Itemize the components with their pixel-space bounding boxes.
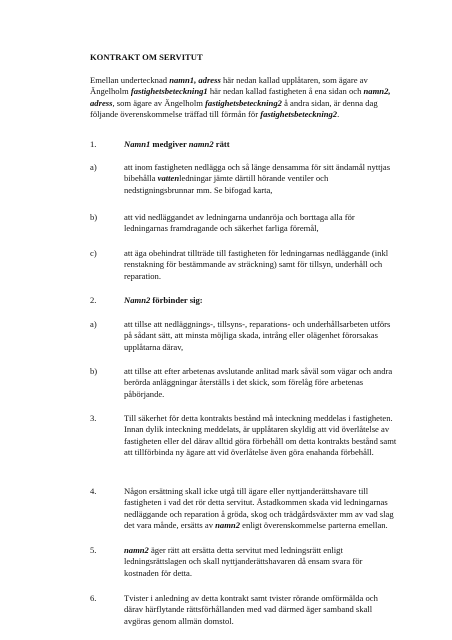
clause-label: a)	[90, 319, 97, 329]
intro-text-4: , som ägare av Ängelholm	[112, 97, 206, 108]
clause-label: a)	[90, 162, 97, 172]
intro-text-5: å andra sidan, är denna dag följande överenskommelse träffad till förmån för	[90, 97, 378, 119]
property-designation-1: fastighetsbeteckning1	[130, 86, 208, 97]
clause-1a-text-1: att inom fastigheten nedlägga och så länge densamma för sitt ändamål nyttjas bibehålla	[124, 162, 391, 184]
section-4-text-2: enligt överenskommelse parterna emellan.	[240, 519, 388, 530]
intro-text-3: här nedan kallad fastigheten å ena sidan och	[207, 86, 364, 97]
section-number: 6.	[90, 593, 97, 603]
section-2-name2: Namn2	[124, 295, 151, 305]
property-designation-2: fastighetsbeteckning2	[205, 97, 282, 108]
section-5-text: äger rätt att ersätta detta servitut med ledningsrätt enligt ledningsrättslagen och skall nyttjanderättshavaren då ensam svara för kostnaden för detta.	[124, 545, 363, 578]
section-3-text: Till säkerhet för detta kontrakts bestånd må inteckning meddelas i fastigheten. Innan dylik inteckning meddelats, är upplåtaren skyldig att vid överlåtelse av fastigheten eller del därav alltid göra förbehåll om detta kontrakts bestånd samt att tillförbinda ny ägare att vid överlåtelse även göra enahanda förbehåll.	[124, 413, 397, 457]
section-5-emphasis: namn2	[124, 545, 149, 555]
section-1-number: 1.	[90, 139, 97, 149]
section-1-heading-text: medgiver	[150, 139, 189, 149]
clause-2b-text: att tillse att efter arbetenas avslutande anlitad mark såväl som vägar och andra berörda anläggningar återställs i det skick, som förelåg före arbetenas påbörjande.	[124, 366, 393, 399]
section-2-heading-text: förbinder sig:	[150, 295, 203, 305]
clause-label: b)	[90, 366, 98, 376]
section-4-emphasis: namn2	[215, 519, 240, 530]
section-number: 3.	[90, 413, 97, 423]
intro-text-6: .	[337, 108, 340, 119]
section-number: 4.	[90, 486, 97, 496]
document-title: KONTRAKT OM SERVITUT	[90, 52, 203, 62]
clause-1a-text-2: ledningar jämte därtill hörande ventiler och nedstigningsbrunnar mm. Se bifogad karta,	[124, 173, 329, 195]
clause-label: c)	[90, 248, 97, 258]
section-2-number: 2.	[90, 295, 97, 305]
intro-text-1: Emellan undertecknad	[90, 75, 170, 85]
clause-1a-emphasis: vatten	[157, 173, 180, 184]
clause-1c-text: att äga obehindrat tillträde till fastigheten för ledningarnas nedläggande (inkl renstakning för bestämmande av sträckning) samt för tillsyn, underhåll och reparation.	[124, 248, 389, 281]
name1-address: namn1, adress	[169, 75, 221, 85]
property-designation-2-repeat: fastighetsbeteckning2	[260, 108, 338, 119]
name2-address: namn2, adress	[90, 86, 391, 108]
section-number: 5.	[90, 545, 97, 555]
clause-2a-text: att tillse att nedläggnings-, tillsyns-, reparations- och underhållsarbeten utförs på sådant sätt, att minsta möjliga skada, intrång eller olägenhet förorsakas upplåtarna därav,	[124, 319, 391, 352]
clause-label: b)	[90, 212, 98, 222]
section-1-name1: Namn1	[124, 139, 151, 149]
intro-paragraph	[90, 75, 400, 120]
section-1-heading-tail: rätt	[213, 139, 230, 149]
intro-text-2: här nedan kallad upplåtaren, som ägare av Ängelholm	[90, 75, 368, 97]
section-6-text: Tvister i anledning av detta kontrakt samt tvister rörande omförmälda och därav härflytande rättsförhållanden med vad därmed äger samband skall avgöras genom allmän domstol.	[124, 593, 378, 626]
section-1-name2: namn2	[188, 139, 214, 149]
section-4-text-1: Någon ersättning skall icke utgå till ägare eller nyttjanderättshavare till fastigheten i vad det rör detta servitut. Åstadkommen skada vid ledningarnas nedläggande och reparation å gröda, skog och trädgårdsväxter mm av vad slag det vara månde, ersätts av	[124, 486, 394, 530]
clause-1b-text: att vid nedläggandet av ledningarna undanröja och borttaga alla för ledningarnas framdragande och säkerhet farliga föremål,	[124, 212, 355, 234]
